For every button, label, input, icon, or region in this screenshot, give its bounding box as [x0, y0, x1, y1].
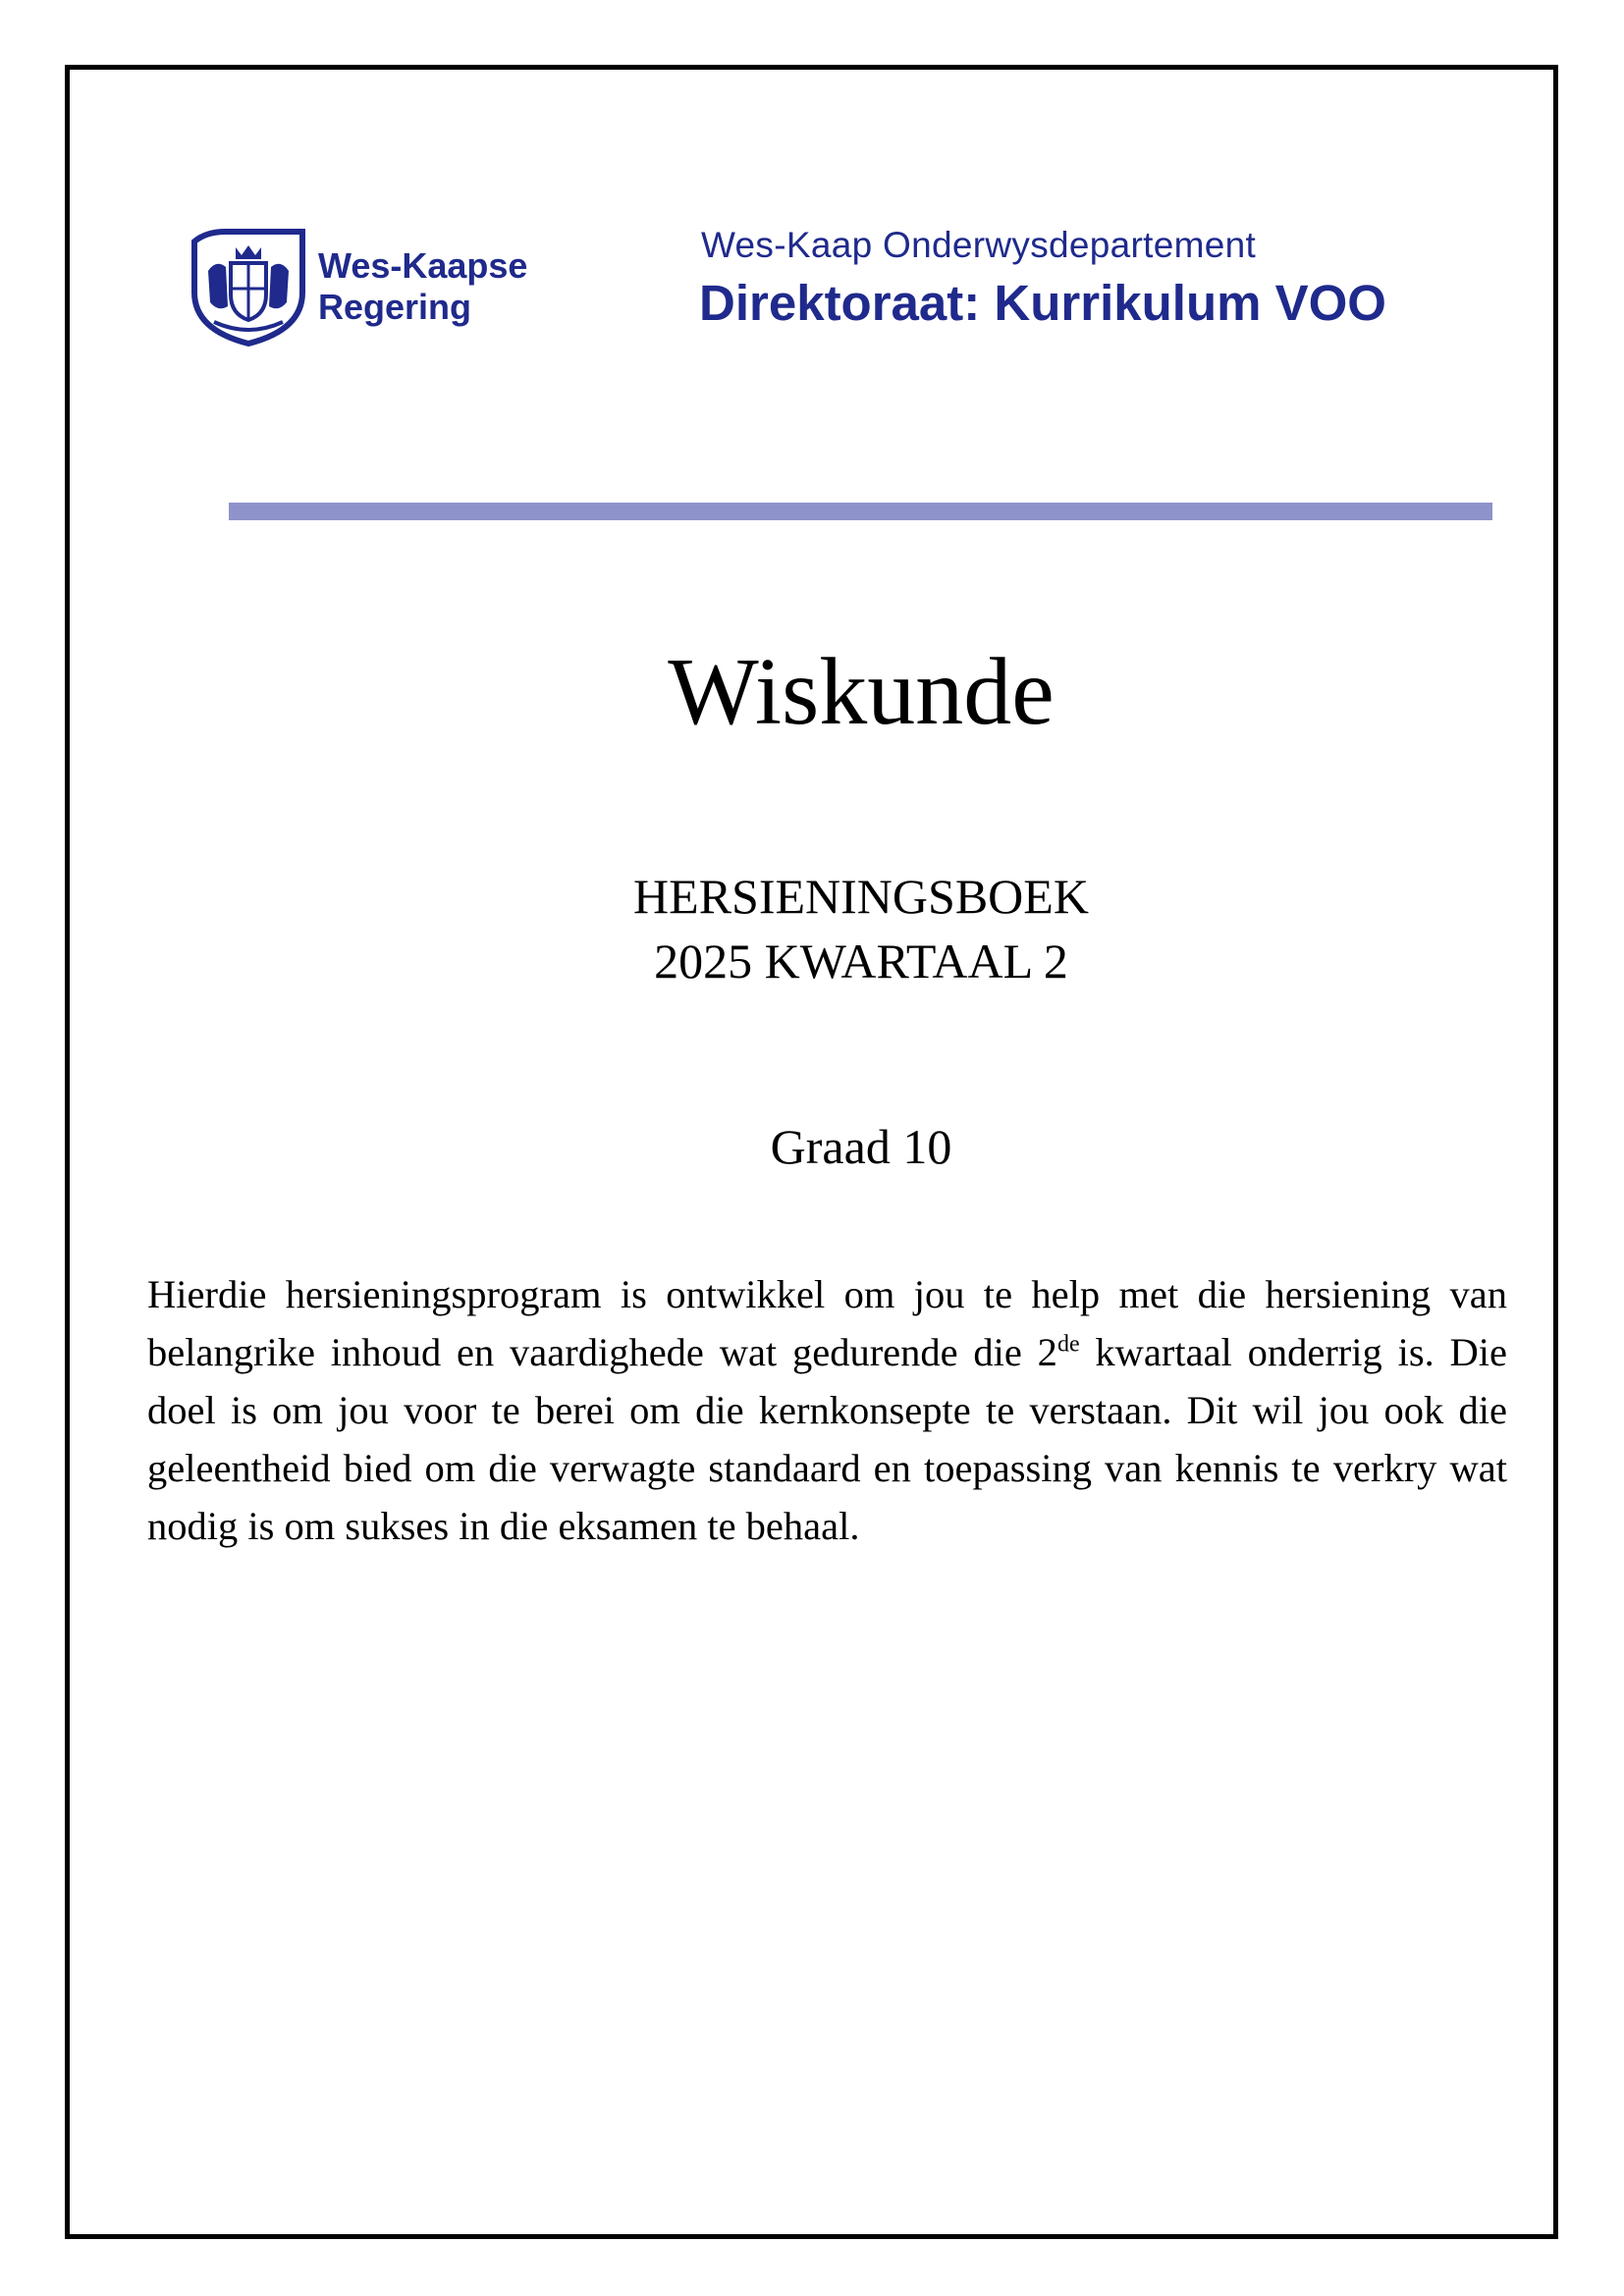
intro-paragraph [147, 1265, 1507, 1555]
coat-of-arms-icon [187, 224, 310, 347]
department-header [699, 224, 1485, 334]
government-logo [187, 224, 569, 351]
department-name: Wes-Kaap Onderwysdepartement [701, 225, 1257, 265]
header-divider [229, 503, 1492, 520]
intro-text-start: Hierdie hersieningsprogram is ontwikkel om jou te help met die hersiening van belangrike inhoud en vaardighede wat gedurende die 2 [147, 1271, 1507, 1374]
page-title-container [0, 638, 1624, 746]
logo-line-1: Wes-Kaapse [318, 245, 528, 286]
subtitle [0, 864, 1624, 993]
directorate-name: Direktoraat: Kurrikulum VOO [699, 275, 1386, 331]
logo-line-2: Regering [318, 287, 472, 327]
page-title: Wiskunde [668, 639, 1055, 745]
subtitle-line-1: HERSIENINGSBOEK [633, 869, 1089, 924]
grade-container [0, 1114, 1624, 1179]
intro-superscript: de [1056, 1331, 1080, 1357]
grade-label: Graad 10 [770, 1119, 952, 1174]
intro-text-end: kwartaal onderrig is. Die doel is om jou voor te berei om die kernkonsepte te verstaan. Dit wil jou ook die geleentheid bied om die verwagte standaard en toepassing van kennis te verkry wat nodig is om sukses in die eksamen te behaal. [147, 1329, 1507, 1548]
subtitle-line-2: 2025 KWARTAAL 2 [654, 934, 1068, 988]
logo-text [318, 245, 527, 328]
